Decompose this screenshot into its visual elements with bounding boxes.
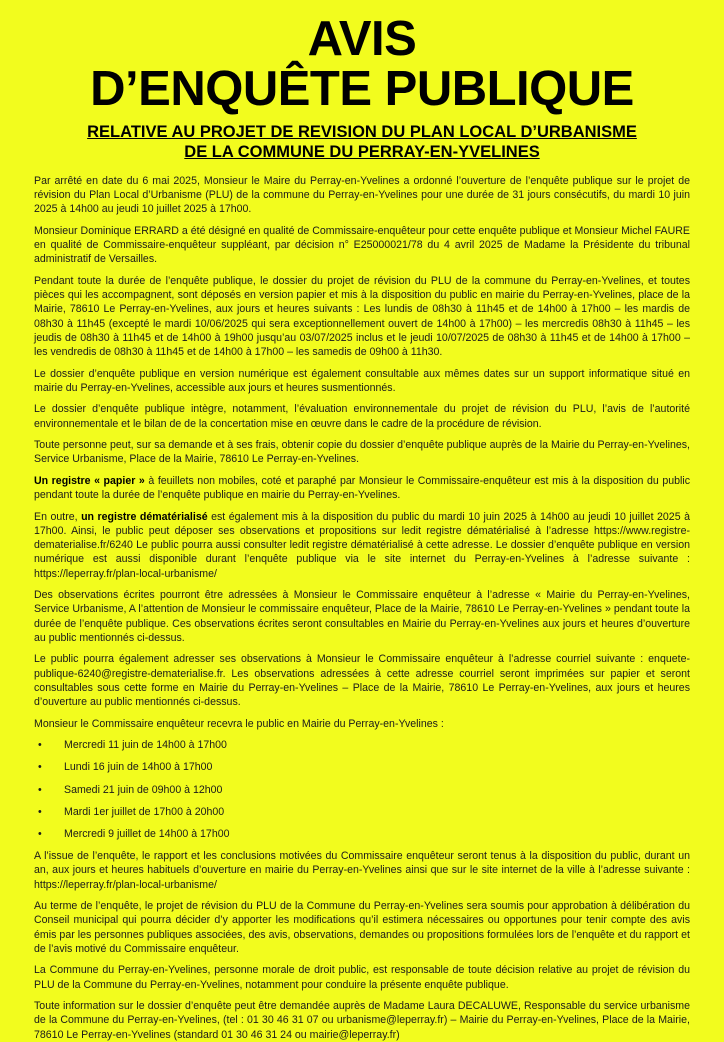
paragraph-paper-register: [34, 474, 690, 502]
notice-subtitle: [34, 122, 690, 162]
bullet-icon: •: [38, 783, 42, 796]
list-item: [34, 783, 690, 797]
paragraph-dossier-content: Le dossier d’enquête publique intègre, notamment, l’évaluation environnementale du projet de révision du PLU, l’avis de l’autorité environnementale et le bilan de de la concertation mise en œuvre dans le cadre de la procédure de révision.: [34, 403, 690, 430]
paragraph-sessions-intro: Monsieur le Commissaire enquêteur recevra le public en Mairie du Perray-en-Yvelines :: [34, 717, 444, 730]
list-item: [34, 760, 690, 774]
paragraph-report: A l’issue de l’enquête, le rapport et les conclusions motivées du Commissaire enquêteur seront tenus à la disposition du public, durant un an, aux jours et heures habituels d’ouverture en mairie du Perray-en-Yvelines ainsi que sur le site internet de la ville à l’adresse suivante : https://leperray.fr/plan-local-urbanisme/: [34, 850, 690, 891]
paragraph-digital-register: [34, 510, 690, 581]
session-text: Samedi 21 juin de 09h00 à 12h00: [64, 783, 223, 796]
bullet-icon: •: [38, 805, 42, 818]
digital-register-intro: En outre,: [34, 510, 82, 523]
digital-register-text: est également mis à la disposition du public du mardi 10 juin 2025 à 14h00 au jeudi 10 juillet 2025 à 17h00. Ainsi, le public peut déposer ses observations et propositions sur ledit registre dématérialisé à l’adresse https://www.registre-dematerialise.fr/6240 Le public pourra aussi consulter ledit registre dématérialisé à cette adresse. Le dossier d’enquête publique en version numérique est aussi disponible durant l’enquête publique via le site internet du Perray-en-Yvelines à l’adresse suivante : https://leperray.fr/plan-local-urbanisme/: [34, 510, 690, 580]
paragraph-contact: Toute information sur le dossier d’enquête peut être demandée auprès de Madame Laura DECALUWE, Responsable du service urbanisme de la Commune du Perray-en-Yvelines, (tel : 01 30 46 31 07 ou urbanisme@leperray.fr) – Mairie du Perray-en-Yvelines, Place de la Mairie, 78610 Le Perray-en-Yvelines (standard 01 30 46 31 24 ou mairie@leperray.fr): [34, 1000, 690, 1041]
notice-title-line-2: D’ENQUÊTE PUBLIQUE: [90, 62, 634, 116]
sessions-list: [34, 738, 690, 841]
paper-register-text: à feuillets non mobiles, coté et paraphé par Monsieur le Commissaire-enquêteur est mis à la disposition du public pendant toute la durée de l’enquête publique en mairie du Perray-en-Yvelines.: [34, 475, 690, 502]
list-item: [34, 827, 690, 841]
paragraph-approval: Au terme de l’enquête, le projet de révision du PLU de la Commune du Perray-en-Yvelines sera soumis pour approbation à délibération du Conseil municipal qui pourra décider d’y apporter les modifications qu’il estimera nécessaires ou opportunes pour tenir compte des avis émis par les personnes publiques associées, des avis, observations, demandes ou propositions formulées lors de l’enquête et du rapport et de l’avis motivé du Commissaire enquêteur.: [34, 900, 690, 955]
session-text: Lundi 16 juin de 14h00 à 17h00: [64, 761, 213, 774]
paragraph-digital-dossier: Le dossier d’enquête publique en version numérique est également consultable aux mêmes dates sur un support informatique situé en mairie du Perray-en-Yvelines, accessible aux jours et heures susmentionnés.: [34, 367, 690, 394]
paragraph-opening-hours: Pendant toute la durée de l’enquête publique, le dossier du projet de révision du PLU de la commune du Perray-en-Yvelines, et toutes pièces qui les accompagnent, sont déposés en version papier et mis à la disposition du public en mairie du Perray-en-Yvelines, place de la Mairie, 78610 Le Perray-en-Yvelines, aux jours et heures suivants : Les lundis de 08h30 à 11h45 et de 14h00 à 17h00 – les mardis de 08h30 à 11h45 (excepté le mardi 10/06/2025 qui sera exceptionnellement ouvert de 14h00 à 17h00) – les mercredis 08h30 à 11h45 – les jeudis de 08h30 à 11h45 et de 14h00 à 19h00 jusqu’au 03/07/2025 inclus et le jeudi 10/07/2025 de 08h30 à 11h45 et de 14h00 à 17h00 – les vendredis de 08h30 à 11h45 et de 14h00 à 17h00 – les samedis de 09h00 à 11h30.: [34, 275, 690, 359]
notice-body: [34, 174, 690, 1042]
paper-register-label: Un registre « papier »: [34, 475, 145, 487]
subtitle-line-2: DE LA COMMUNE DU PERRAY-EN-YVELINES: [184, 143, 540, 161]
notice-title-line-1: AVIS: [307, 12, 417, 66]
session-text: Mardi 1er juillet de 17h00 à 20h00: [64, 805, 225, 818]
paragraph-email-observations: Le public pourra également adresser ses observations à Monsieur le Commissaire enquêteur à l’adresse courriel suivante : enquete-publique-6240@registre-dematerialise.fr. Les observations adressées à cette adresse courriel seront imprimées sur papier et seront consultables sous cette forme en Mairie du Perray-en-Yvelines – Place de la Mairie, 78610 Le Perray-en-Yvelines, aux jours et heures d’ouverture au public mentionnés ci-dessus.: [34, 653, 690, 709]
bullet-icon: •: [38, 739, 42, 752]
digital-register-label: un registre dématérialisé: [81, 510, 208, 523]
session-text: Mercredi 11 juin de 14h00 à 17h00: [64, 739, 227, 752]
list-item: [34, 738, 690, 752]
paragraph-commissioner: Monsieur Dominique ERRARD a été désigné en qualité de Commissaire-enquêteur pour cette enquête publique et Monsieur Michel FAURE en qualité de Commissaire-enquêteur suppléant, par décision n° E25000021/78 du 4 avril 2025 de Madame la Présidente du tribunal administratif de Versailles.: [34, 225, 690, 266]
paragraph-decree: Par arrêté en date du 6 mai 2025, Monsieur le Maire du Perray-en-Yvelines a ordonné l’ouverture de l’enquête publique sur le projet de révision du Plan Local d’Urbanisme (PLU) de la commune du Perray-en-Yvelines pour une durée de 31 jours consécutifs, du mardi 10 juin 2025 à 14h00 au jeudi 10 juillet 2025 à 17h00.: [34, 175, 690, 216]
session-text: Mercredi 9 juillet de 14h00 à 17h00: [64, 828, 230, 841]
subtitle-line-1: RELATIVE AU PROJET DE REVISION DU PLAN LOCAL D’URBANISME: [87, 123, 637, 141]
paragraph-responsibility: La Commune du Perray-en-Yvelines, personne morale de droit public, est responsable de toute décision relative au projet de révision du PLU de la Commune du Perray-en-Yvelines, notamment pour conduire la présente enquête publique.: [34, 964, 690, 991]
paragraph-copy-request: Toute personne peut, sur sa demande et à ses frais, obtenir copie du dossier d’enquête publique auprès de la Mairie du Perray-en-Yvelines, Service Urbanisme, Place de la Mairie, 78610 Le Perray-en-Yvelines.: [34, 439, 690, 466]
paragraph-written-observations: Des observations écrites pourront être adressées à Monsieur le Commissaire enquêteur à l’adresse « Mairie du Perray-en-Yvelines, Service Urbanisme, A l’attention de Monsieur le commissaire enquêteur, Place de la Mairie, 78610 Le Perray-en-Yvelines » pendant toute la durée de l’enquête publique. Ces observations écrites seront consultables en Mairie du Perray-en-Yvelines aux jours et heures d’ouverture au public mentionnés ci-dessus.: [34, 589, 690, 644]
list-item: [34, 805, 690, 819]
bullet-icon: •: [38, 828, 42, 841]
bullet-icon: •: [38, 761, 42, 774]
